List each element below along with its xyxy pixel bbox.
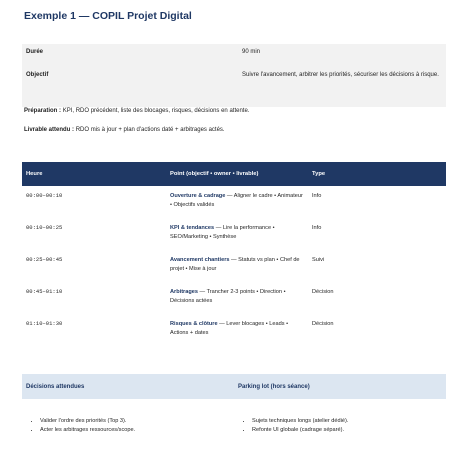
agenda-phase: Risques & clôture xyxy=(170,321,218,327)
agenda-row xyxy=(22,286,446,318)
agenda-row xyxy=(22,222,446,254)
agenda-row xyxy=(22,318,446,350)
agenda-point xyxy=(166,222,308,254)
deliverable-label: Livrable attendu : xyxy=(24,127,75,133)
agenda-point xyxy=(166,286,308,318)
parking-lot-item: • Sujets techniques longs (atelier dédié). xyxy=(252,418,442,424)
time-column-header: Heure xyxy=(22,162,166,186)
agenda-detail: — Lever blocages • Leads • Actions + dates xyxy=(170,321,289,336)
meeting-info-table xyxy=(22,44,446,107)
preparation-text: KPI, RDO précédent, liste des blocages, risques, décisions en attente. xyxy=(62,108,250,114)
agenda-detail: — Lire la performance • SEO/Marketing • Synthèse xyxy=(170,225,275,240)
outcomes-header-row xyxy=(22,374,446,399)
parking-lot-list xyxy=(238,418,442,433)
deliverable-line xyxy=(24,127,225,133)
duration-label: Durée xyxy=(22,44,238,67)
agenda-row xyxy=(22,186,446,222)
document-title: Exemple 1 — COPIL Projet Digital xyxy=(24,10,192,22)
decisions-header: Décisions attendues xyxy=(22,374,234,399)
duration-value: 90 min xyxy=(238,44,446,67)
agenda-point xyxy=(166,254,308,286)
agenda-time: 00:10–00:25 xyxy=(26,224,63,231)
agenda-time: 00:00–00:10 xyxy=(26,192,63,199)
agenda-type: Suivi xyxy=(312,257,325,263)
agenda-time: 00:45–01:10 xyxy=(26,288,63,295)
point-column-header: Point (objectif • owner • livrable) xyxy=(166,162,308,186)
agenda-point xyxy=(166,318,308,350)
agenda-type: Info xyxy=(312,225,322,231)
decisions-list xyxy=(26,418,230,433)
agenda-phase: KPI & tendances xyxy=(170,225,215,231)
agenda-type: Décision xyxy=(312,321,334,327)
outcomes-table xyxy=(22,374,446,436)
agenda-header-row xyxy=(22,162,446,186)
outcomes-body-row xyxy=(22,399,446,436)
agenda-detail: — Aligner le cadre • Animateur • Objectifs validés xyxy=(170,193,303,208)
agenda-table xyxy=(22,162,446,350)
agenda-type: Décision xyxy=(312,289,334,295)
objective-value: Suivre l'avancement, arbitrer les priorités, sécuriser les décisions à risque. xyxy=(238,67,446,107)
agenda-detail: — Trancher 2-3 points • Direction • Décisions actées xyxy=(170,289,286,304)
objective-row xyxy=(22,67,446,107)
agenda-detail: — Statuts vs plan • Chef de projet • Mise à jour xyxy=(170,257,300,272)
objective-label: Objectif xyxy=(22,67,238,107)
decisions-cell xyxy=(22,399,234,436)
decision-item: • Acter les arbitrages ressources/scope. xyxy=(40,427,230,433)
duration-row xyxy=(22,44,446,67)
parking-lot-cell xyxy=(234,399,446,436)
preparation-label: Préparation : xyxy=(24,108,62,114)
preparation-line xyxy=(24,108,249,114)
parking-lot-item: • Refonte UI globale (cadrage séparé). xyxy=(252,427,442,433)
agenda-phase: Arbitrages xyxy=(170,289,198,295)
agenda-point xyxy=(166,186,308,222)
agenda-time: 00:25–00:45 xyxy=(26,256,63,263)
decision-item: • Valider l'ordre des priorités (Top 3). xyxy=(40,418,230,424)
agenda-phase: Ouverture & cadrage xyxy=(170,193,226,199)
deliverable-text: RDO mis à jour + plan d'actions daté + arbitrages actés. xyxy=(75,127,225,133)
agenda-type: Info xyxy=(312,193,322,199)
agenda-time: 01:10–01:30 xyxy=(26,320,63,327)
parking-lot-header: Parking lot (hors séance) xyxy=(234,374,446,399)
agenda-phase: Avancement chantiers xyxy=(170,257,230,263)
agenda-row xyxy=(22,254,446,286)
type-column-header: Type xyxy=(308,162,446,186)
